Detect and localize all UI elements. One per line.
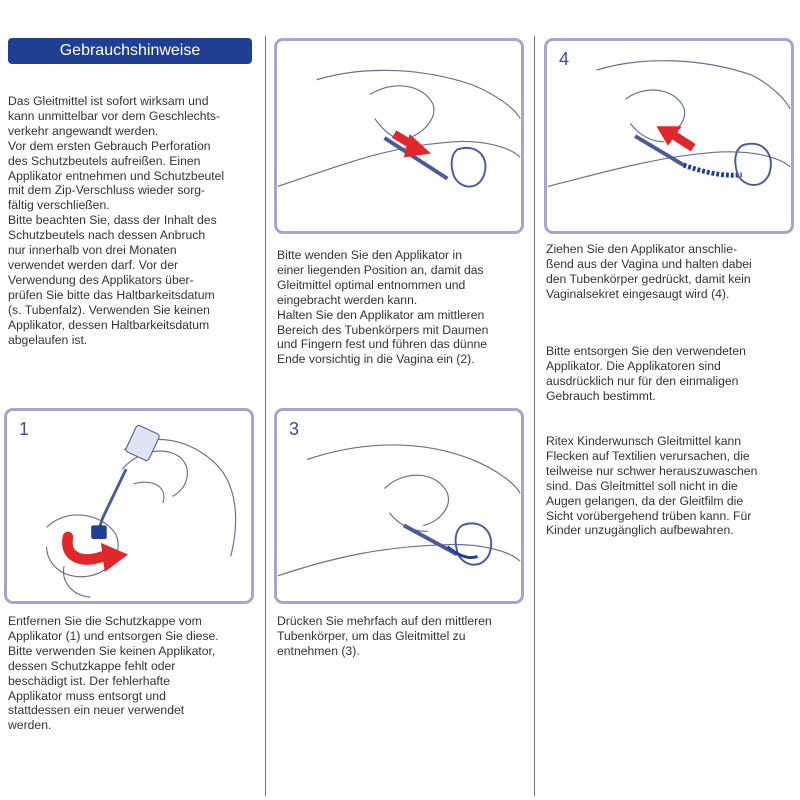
step1-illustration bbox=[7, 411, 251, 601]
step1-text: Entfernen Sie die Schutzkappe vom Applikator (1) und entsorgen Sie diese. Bitte verwenden Sie keinen Applikator, dessen Schutzkappe fehlt oder beschädigt ist. Der fehlerhafte Applikator muss entsorgt und stattdessen ein neuer verwendet werden. bbox=[8, 614, 219, 733]
column-divider-left bbox=[265, 36, 266, 796]
step3-illustration bbox=[277, 411, 521, 601]
step3-text: Drücken Sie mehrfach auf den mittleren Tubenkörper, um das Gleitmittel zu entnehmen (3). bbox=[277, 614, 492, 658]
step-number: 1 bbox=[19, 419, 30, 439]
applicator-cap-icon bbox=[91, 525, 107, 539]
step4-text: Ziehen Sie den Applikator anschlie- ßend aus der Vagina und halten dabei den Tubenkörper gedrückt, damit kein Vaginalsekret eingesaugt wird (4). bbox=[546, 242, 752, 301]
illustration-panel-2 bbox=[274, 38, 524, 234]
step-number: 4 bbox=[559, 49, 570, 69]
warning-text: Ritex Kinderwunsch Gleitmittel kann Flecken auf Textilien verursachen, die teilweise nur schwer herauszuwaschen sind. Das Gleitmittel soll nicht in die Augen gelangen, da der Gleitfilm die Sicht vorübergehend trüben kann. Für Kinder unzugänglich aufbewahren. bbox=[546, 434, 758, 538]
illustration-panel-4 bbox=[544, 38, 794, 234]
illustration-panel-1 bbox=[4, 408, 254, 604]
step2-illustration bbox=[277, 41, 521, 231]
step4-illustration bbox=[547, 41, 791, 231]
intro-text: Das Gleitmittel ist sofort wirksam und kann unmittelbar vor dem Geschlechts- verkehr angewandt werden. Vor dem ersten Gebrauch Perforation des Schutzbeutels aufreißen. Einen Applikator entnehmen und Schutzbeutel mit dem Zip-Verschluss wieder sorg- fältig verschließen. Bitte beachten Sie, dass der Inhalt des Schutzbeutels nach dessen Anbruch nur innerhalb von drei Monaten verwendet werden darf. Vor der Verwendung des Applikators über- prüfen Sie bitte das Haltbarkeitsdatum (s. Tubenfalz). Verwenden Sie keinen Applikator, dessen Haltbarkeitsdatum abgelaufen ist. bbox=[8, 94, 225, 347]
section-header: Gebrauchshinweise bbox=[8, 38, 252, 64]
arrow-icon bbox=[67, 537, 102, 559]
step-number: 3 bbox=[289, 419, 300, 439]
column-divider-right bbox=[534, 36, 535, 796]
illustration-panel-3 bbox=[274, 408, 524, 604]
step2-text: Bitte wenden Sie den Applikator in einer liegenden Position an, damit das Gleitmittel optimal entnommen und eingebracht werden kann. Halten Sie den Applikator am mittleren Bereich des Tubenkörpers mit Daumen und Fingern fest und führen das dünne Ende vorsichtig in die Vagina ein (2). bbox=[277, 248, 489, 367]
dispose-text: Bitte entsorgen Sie den verwendeten Applikator. Die Applikatoren sind ausdrücklich nur für den einmaligen Gebrauch bestimmt. bbox=[546, 344, 746, 403]
arrow-icon bbox=[672, 134, 693, 148]
